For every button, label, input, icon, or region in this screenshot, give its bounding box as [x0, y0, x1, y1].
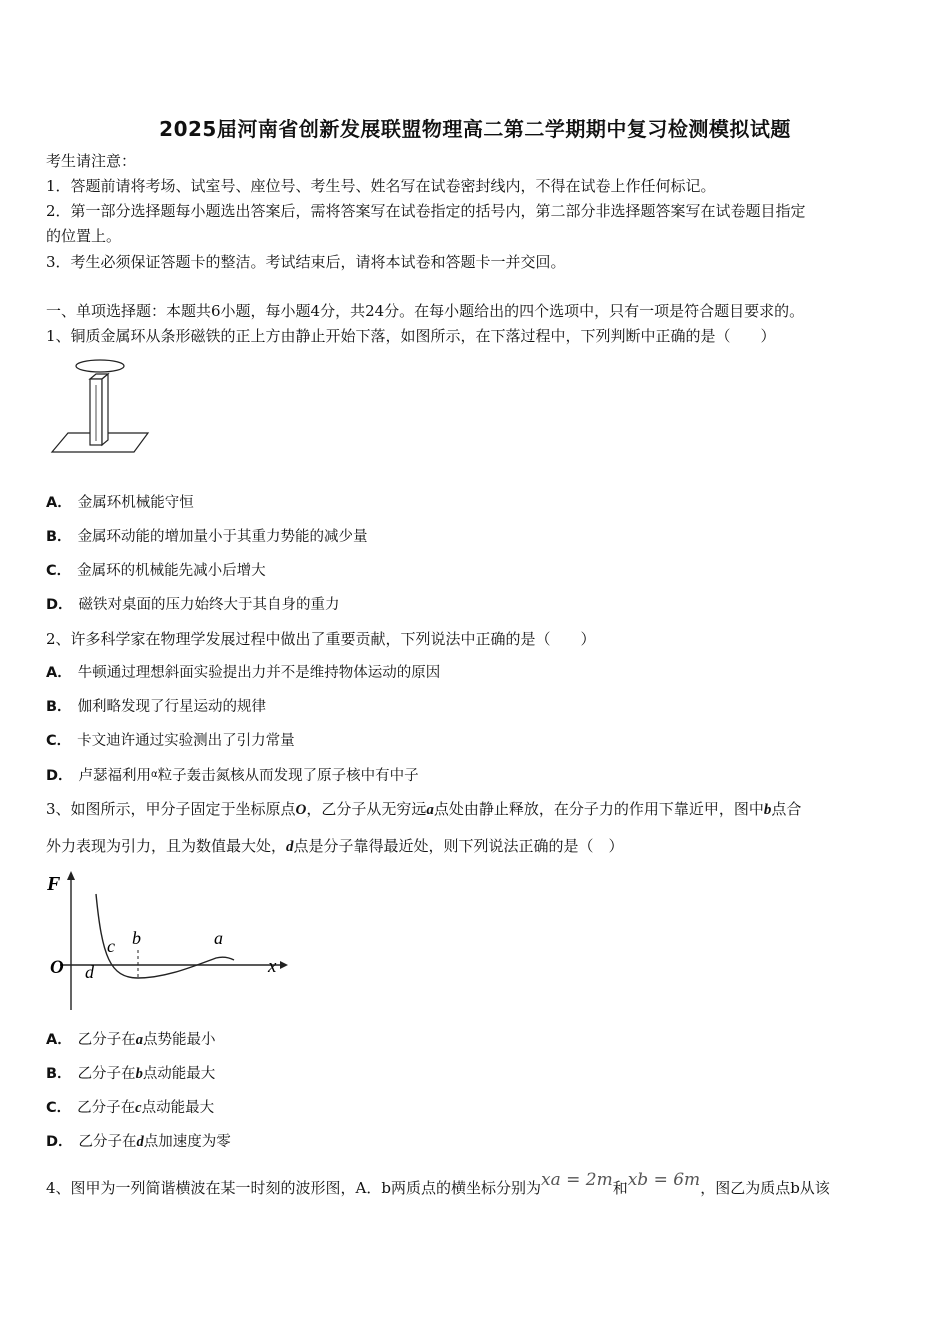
graph-label-x: x: [268, 956, 277, 977]
graph-label-F: F: [47, 873, 61, 895]
ring-magnet-figure: [50, 355, 152, 455]
q3-option-b[interactable]: B． 乙分子在b点动能最大: [46, 1066, 216, 1082]
q1-option-c[interactable]: C． 金属环的机械能先减小后增大: [46, 563, 266, 579]
q2-option-c[interactable]: C． 卡文迪许通过实验测出了引力常量: [46, 733, 295, 749]
q1-option-a[interactable]: A． 金属环机械能守恒: [46, 495, 194, 511]
notice-item: 1．答题前请将考场、试室号、座位号、考生号、姓名写在试卷密封线内，不得在试卷上作任何标记。: [46, 177, 716, 195]
notice-heading: 考生请注意：: [46, 152, 137, 170]
force-distance-graph: [44, 866, 290, 1016]
question-4-stem: 4、图甲为一列简谐横波在某一时刻的波形图，A．b两质点的横坐标分别为xa = 2m和xb = 6m，图乙为质点b从该: [46, 1170, 830, 1197]
xb-formula: xb = 6m: [627, 1170, 701, 1190]
q3-option-a[interactable]: A． 乙分子在a点势能最小: [46, 1032, 216, 1048]
question-1-stem: 1、铜质金属环从条形磁铁的正上方由静止开始下落，如图所示，在下落过程中，下列判断中正确的是（ ）: [46, 327, 776, 345]
question-2-stem: 2、许多科学家在物理学发展过程中做出了重要贡献，下列说法中正确的是（ ）: [46, 630, 596, 648]
section-heading: 一、单项选择题：本题共6小题，每小题4分，共24分。在每小题给出的四个选项中，只有一项是符合题目要求的。: [46, 302, 805, 320]
graph-label-d: d: [85, 962, 94, 982]
graph-label-a: a: [214, 928, 223, 948]
metal-ring: [76, 360, 124, 372]
q2-option-d[interactable]: D． 卢瑟福利用$^\alpha$粒子轰击氮核从而发现了原子核中有中子: [46, 768, 419, 784]
notice-item: 3．考生必须保证答题卡的整洁。考试结束后，请将本试卷和答题卡一并交回。: [46, 253, 566, 271]
graph-label-c: c: [107, 936, 115, 956]
graph-label-O: O: [50, 957, 64, 978]
graph-label-b: b: [132, 928, 141, 948]
q3-option-c[interactable]: C． 乙分子在c点动能最大: [46, 1100, 215, 1116]
q1-option-b[interactable]: B． 金属环动能的增加量小于其重力势能的减少量: [46, 529, 368, 545]
q1-option-d[interactable]: D． 磁铁对桌面的压力始终大于其自身的重力: [46, 597, 340, 613]
bar-magnet: [90, 374, 108, 445]
q2-option-b[interactable]: B． 伽利略发现了行星运动的规律: [46, 699, 267, 715]
question-3-stem-line-2: 外力表现为引力，且为数值最大处，d点是分子靠得最近处，则下列说法正确的是（ ）: [46, 837, 624, 855]
q3-option-d[interactable]: D． 乙分子在d点加速度为零: [46, 1134, 231, 1150]
q2-option-a[interactable]: A． 牛顿通过理想斜面实验提出力并不是维持物体运动的原因: [46, 665, 441, 681]
f-axis-arrow: [67, 871, 75, 880]
question-3-stem-line-1: 3、如图所示，甲分子固定于坐标原点O，乙分子从无穷远a点处由静止释放，在分子力的作用下靠近甲，图中b点合: [46, 800, 802, 818]
xa-formula: xa = 2m: [540, 1170, 613, 1190]
page-title: 2025届河南省创新发展联盟物理高二第二学期期中复习检测模拟试题: [159, 117, 791, 141]
alpha-symbol: α: [151, 769, 158, 780]
x-axis-arrow: [280, 961, 288, 969]
notice-item: 的位置上。: [46, 227, 122, 245]
notice-item: 2．第一部分选择题每小题选出答案后，需将答案写在试卷指定的括号内，第二部分非选择题答案写在试卷题目指定: [46, 202, 806, 220]
